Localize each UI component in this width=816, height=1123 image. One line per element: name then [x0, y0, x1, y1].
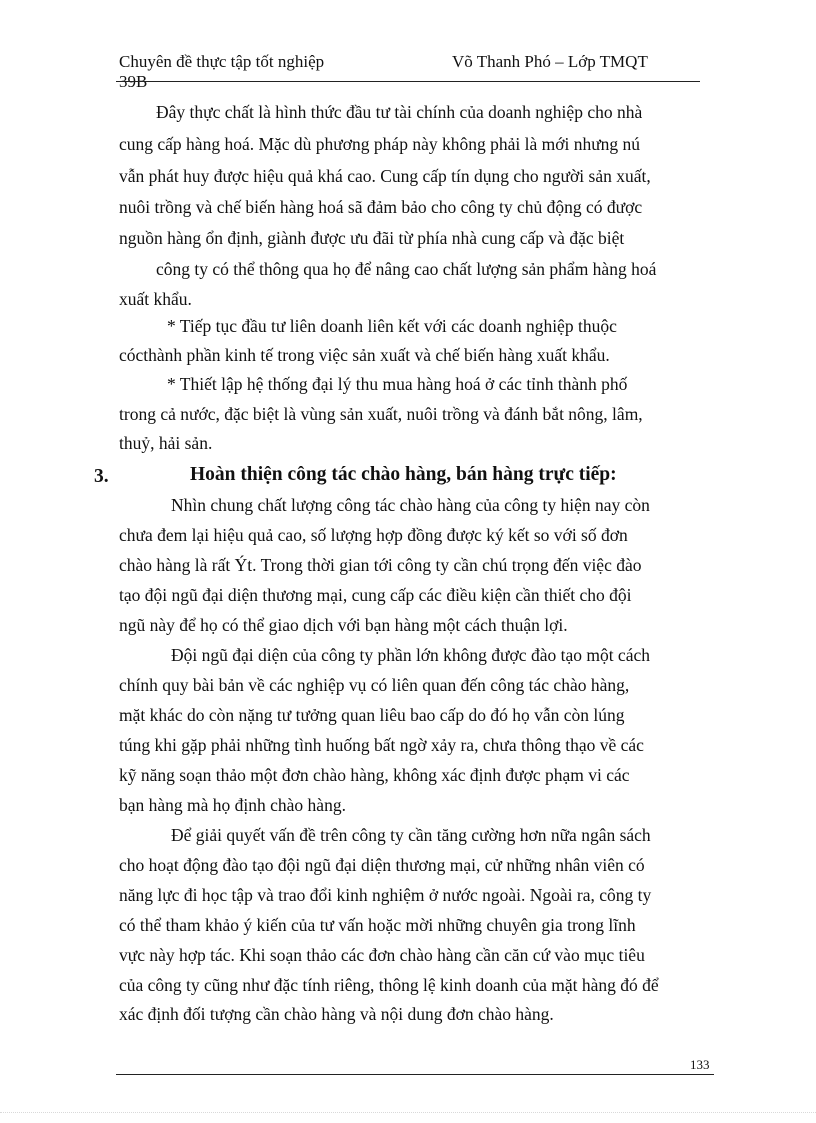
text-line: của công ty cũng như đặc tính riêng, thông lệ kinh doanh của mặt hàng đó để [119, 975, 659, 995]
text-line: kỹ năng soạn thảo một đơn chào hàng, không xác định được phạm vi các [119, 765, 630, 785]
text-line: mặt khác do còn nặng tư tưởng quan liêu bao cấp do đó họ vẫn còn lúng [119, 705, 625, 725]
text-line: cung cấp hàng hoá. Mặc dù phương pháp này không phải là mới nhưng nú [119, 134, 641, 154]
page-bottom-border [0, 1112, 816, 1113]
text-line: xuất khẩu. [119, 289, 192, 309]
text-line: năng lực đi học tập và trao đổi kinh nghiệm ở nước ngoài. Ngoài ra, công ty [119, 885, 652, 905]
text-line: ngũ này để họ có thể giao dịch với bạn hàng một cách thuận lợi. [119, 615, 568, 635]
text-line: công ty có thể thông qua họ để nâng cao chất lượng sản phẩm hàng hoá [156, 259, 657, 279]
text-line: Để giải quyết vấn đề trên công ty cần tăng cường hơn nữa ngân sách [171, 825, 651, 845]
text-line: chính quy bài bản về các nghiệp vụ có liên quan đến công tác chào hàng, [119, 675, 630, 695]
text-line: xác định đối tượng cần chào hàng và nội dung đơn chào hàng. [119, 1004, 554, 1024]
text-line: chào hàng là rất Ýt. Trong thời gian tới công ty cần chú trọng đến việc đào [119, 555, 642, 575]
text-line: nuôi trồng và chế biến hàng hoá sã đảm bảo cho công ty chủ động có được [119, 197, 643, 217]
text-line: có thể tham khảo ý kiến của tư vấn hoặc mời những chuyên gia trong lĩnh [119, 915, 636, 935]
text-line: bạn hàng mà họ định chào hàng. [119, 795, 346, 815]
header-document-title-continued: 39B [119, 72, 148, 91]
text-line: vực này hợp tác. Khi soạn thảo các đơn chào hàng cần căn cứ vào mục tiêu [119, 945, 645, 965]
text-line: túng khi gặp phải những tình huống bất ngờ xảy ra, chưa thông thạo về các [119, 735, 644, 755]
text-line: Đây thực chất là hình thức đầu tư tài chính của doanh nghiệp cho nhà [156, 102, 643, 122]
text-line: Đội ngũ đại diện của công ty phần lớn không được đào tạo một cách [171, 645, 650, 665]
header-rule [116, 81, 700, 82]
footer-rule [116, 1074, 714, 1075]
text-line: nguồn hàng ổn định, giành được ưu đãi từ phía nhà cung cấp và đặc biệt [119, 228, 625, 248]
header-author-class: Võ Thanh Phó – Lớp TMQT [452, 52, 648, 71]
bullet-line: * Thiết lập hệ thống đại lý thu mua hàng hoá ở các tỉnh thành phố [167, 374, 628, 394]
text-line: vẫn phát huy được hiệu quả khá cao. Cung cấp tín dụng cho người sản xuất, [119, 166, 651, 186]
text-line: cócthành phần kinh tế trong việc sản xuất và chế biến hàng xuất khẩu. [119, 345, 610, 365]
text-line: Nhìn chung chất lượng công tác chào hàng của công ty hiện nay còn [171, 495, 650, 515]
text-line: trong cả nước, đặc biệt là vùng sản xuất, nuôi trồng và đánh bắt nông, lâm, [119, 404, 643, 424]
header-document-title: Chuyên đề thực tập tốt nghiệp [119, 52, 325, 71]
section-title: Hoàn thiện công tác chào hàng, bán hàng trực tiếp: [190, 464, 617, 485]
bullet-line: * Tiếp tục đầu tư liên doanh liên kết với các doanh nghiệp thuộc [167, 316, 617, 336]
section-number: 3. [94, 466, 109, 487]
text-line: tạo đội ngũ đại diện thương mại, cung cấp các điều kiện cần thiết cho đội [119, 585, 632, 605]
text-line: cho hoạt động đào tạo đội ngũ đại diện thương mại, cử những nhân viên có [119, 855, 645, 875]
text-line: chưa đem lại hiệu quả cao, số lượng hợp đồng được ký kết so với số đơn [119, 525, 628, 545]
text-line: thuỷ, hải sản. [119, 433, 213, 453]
page-number: 133 [690, 1057, 710, 1072]
